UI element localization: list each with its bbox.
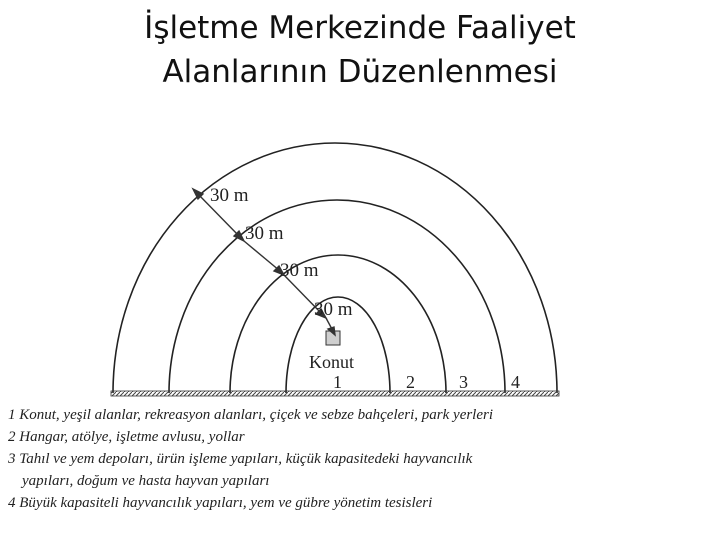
legend-item-2: 2 Hangar, atölye, işletme avlusu, yollar (8, 429, 245, 445)
legend-item-3-line-1: 3 Tahıl ve yem depoları, ürün işleme yapıları, küçük kapasitedeki hayvancılık (8, 451, 473, 467)
title-line-1: İşletme Merkezinde Faaliyet (144, 10, 576, 46)
zone-number-3: 3 (459, 372, 468, 392)
house-label: Konut (309, 352, 354, 372)
distance-label-second: 30 m (280, 260, 319, 281)
distance-label-outer: 30 m (210, 185, 249, 206)
legend-item-3-line-2: yapıları, doğum ve hasta hayvan yapıları (22, 473, 270, 489)
legend-item-1: 1 Konut, yeşil alanlar, rekreasyon alanları, çiçek ve sebze bahçeleri, park yerleri (8, 407, 494, 423)
legend-item-4: 4 Büyük kapasiteli hayvancılık yapıları, yem ve gübre yönetim tesisleri (8, 495, 433, 511)
zone-number-4: 4 (511, 372, 520, 392)
distance-label-third: 30 m (245, 223, 284, 244)
title-line-2: Alanlarının Düzenlenmesi (162, 54, 558, 90)
zone-number-1: 1 (333, 372, 342, 392)
zone-legend (8, 404, 668, 514)
distance-label-inner: 30 m (314, 299, 353, 320)
zone-number-2: 2 (406, 372, 415, 392)
